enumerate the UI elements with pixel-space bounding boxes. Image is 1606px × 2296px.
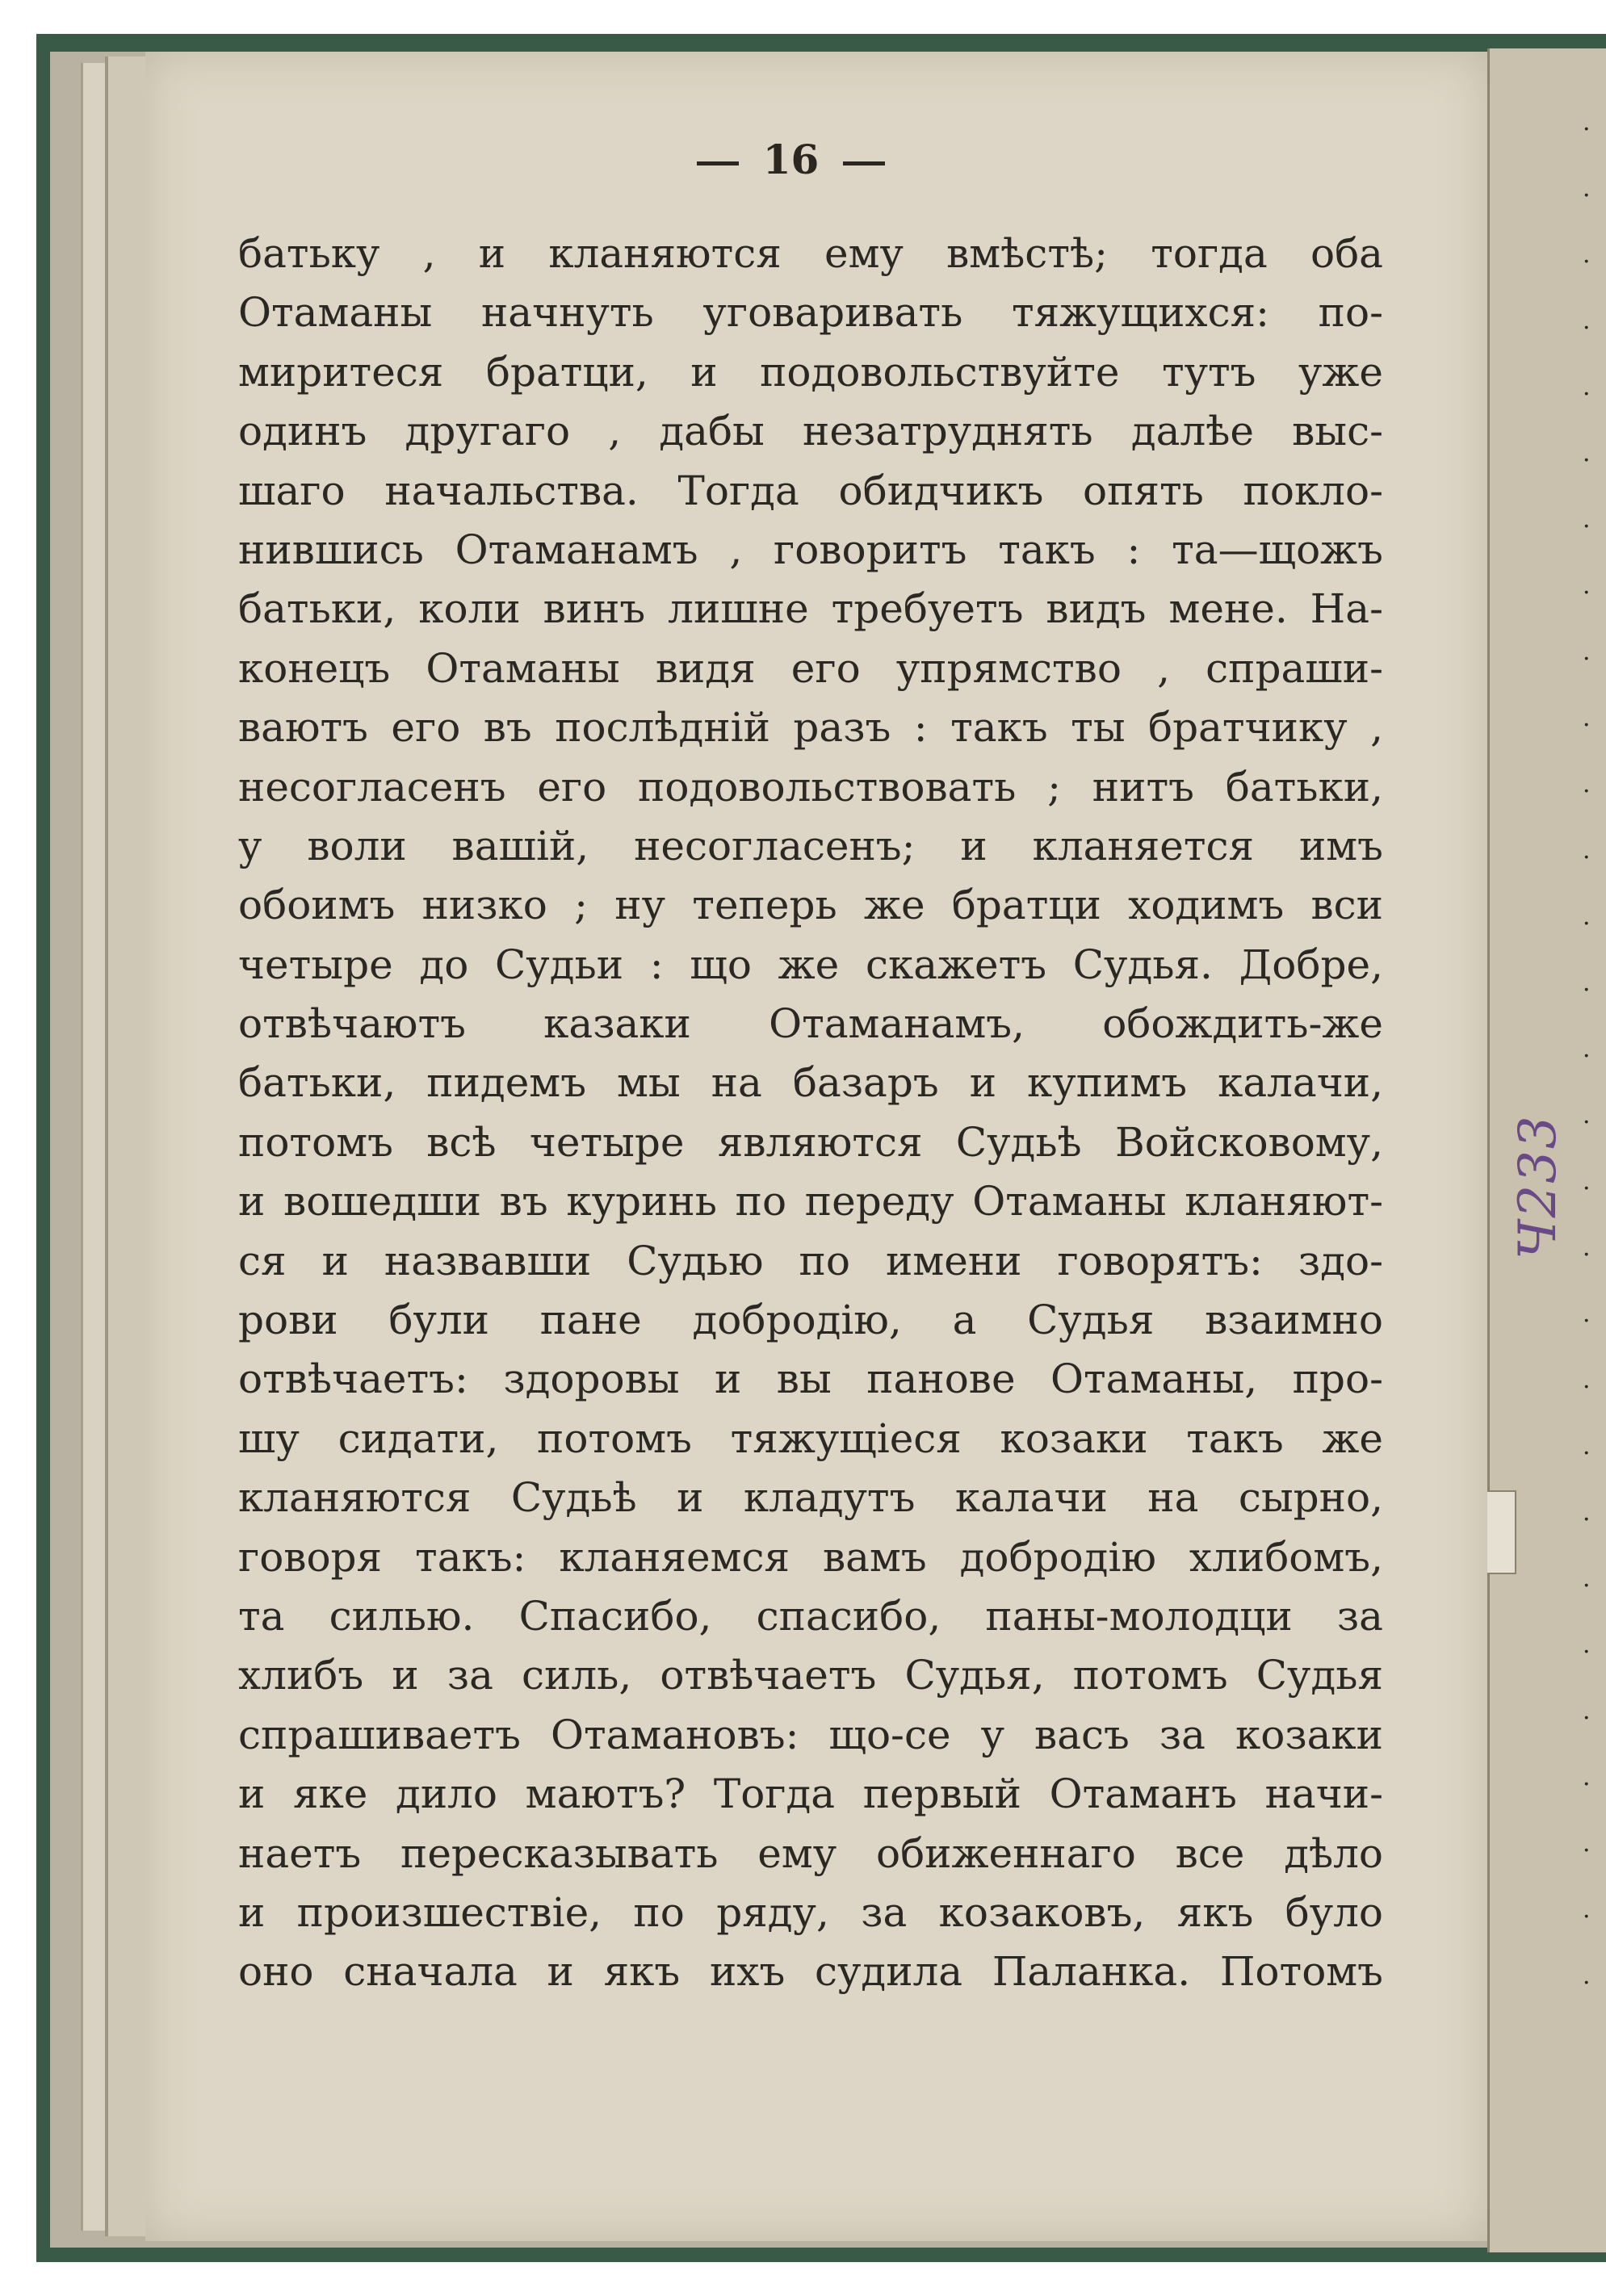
text-line: Отаманы начнуть уговаривать тяжущихся: по- <box>238 289 1383 337</box>
text-line: батьки, коли винъ лишне требуетъ видъ мене. На- <box>238 585 1383 633</box>
text-line: рови були пане добродію, а Судья взаимно <box>238 1297 1383 1344</box>
text-line: четыре до Судьи : що же скажетъ Судья. Добре, <box>238 941 1383 988</box>
page-number-value: 16 <box>762 136 820 183</box>
text-line: ся и назвавши Судью по имени говорятъ: здо- <box>238 1237 1383 1284</box>
body-text <box>238 224 1383 2002</box>
text-line: конецъ Отаманы видя его упрямство , спраши- <box>238 644 1383 692</box>
text-line: шаго начальства. Тогда обидчикъ опять покло- <box>238 467 1383 514</box>
text-line: нившись Отаманамъ , говоритъ такъ : та—щожъ <box>238 526 1383 573</box>
text-line: батьку , и кланяются ему вмѣстѣ; тогда оба <box>238 230 1383 277</box>
facing-page-text-fragments: · · · · · · · · · · · · · · · · · · · · · · · · · · · · · <box>1583 115 1591 1997</box>
text-line: и произшествіе, по ряду, за козаковъ, якъ було <box>238 1888 1383 1936</box>
page-number-dash-right <box>843 161 885 165</box>
text-line: у воли вашій, несогласенъ; и кланяется имъ <box>238 822 1383 869</box>
text-line: обоимъ низко ; ну теперь же братци ходимъ вси <box>238 882 1383 929</box>
text-line: и яке дило маютъ? Тогда первый Отаманъ начи- <box>238 1770 1383 1818</box>
text-line: отвѣчаетъ: здоровы и вы панове Отаманы, про- <box>238 1355 1383 1403</box>
text-line: говоря такъ: кланяемся вамъ добродію хлибомъ, <box>238 1533 1383 1581</box>
text-line: потомъ всѣ четыре являются Судьѣ Войсковому, <box>238 1118 1383 1166</box>
text-line: батьки, пидемъ мы на базаръ и купимъ калачи, <box>238 1059 1383 1107</box>
text-line: шу сидати, потомъ тяжущіеся козаки такъ же <box>238 1414 1383 1462</box>
text-line: одинъ другаго , дабы незатруднять далѣе выс- <box>238 408 1383 455</box>
text-line: несогласенъ его подовольствовать ; нитъ батьки, <box>238 763 1383 811</box>
text-line: кланяются Судьѣ и кладутъ калачи на сырно, <box>238 1474 1383 1522</box>
text-line: хлибъ и за силь, отвѣчаетъ Судья, потомъ Судья <box>238 1652 1383 1699</box>
text-line: наетъ пересказывать ему обиженнаго все дѣло <box>238 1829 1383 1877</box>
text-line: ваютъ его въ послѣдній разъ : такъ ты братчику , <box>238 704 1383 752</box>
paper-tab <box>1487 1490 1516 1574</box>
text-line: миритеся братци, и подовольствуйте тутъ уже <box>238 348 1383 396</box>
page-number-dash-left <box>697 161 739 165</box>
handwritten-shelf-mark: Ч233 <box>1508 1114 1568 1259</box>
text-line: отвѣчаютъ казаки Отаманамъ, обождить-же <box>238 1000 1383 1048</box>
page-number <box>0 136 1606 183</box>
text-line: и вошедши въ куринь по переду Отаманы кланяют- <box>238 1178 1383 1226</box>
text-line: оно сначала и якъ ихъ судила Паланка. Потомъ <box>238 1948 1383 1996</box>
text-line: та силью. Спасибо, спасибо, паны-молодци за <box>238 1592 1383 1640</box>
text-line: спрашиваетъ Отамановъ: що-се у васъ за козаки <box>238 1711 1383 1758</box>
